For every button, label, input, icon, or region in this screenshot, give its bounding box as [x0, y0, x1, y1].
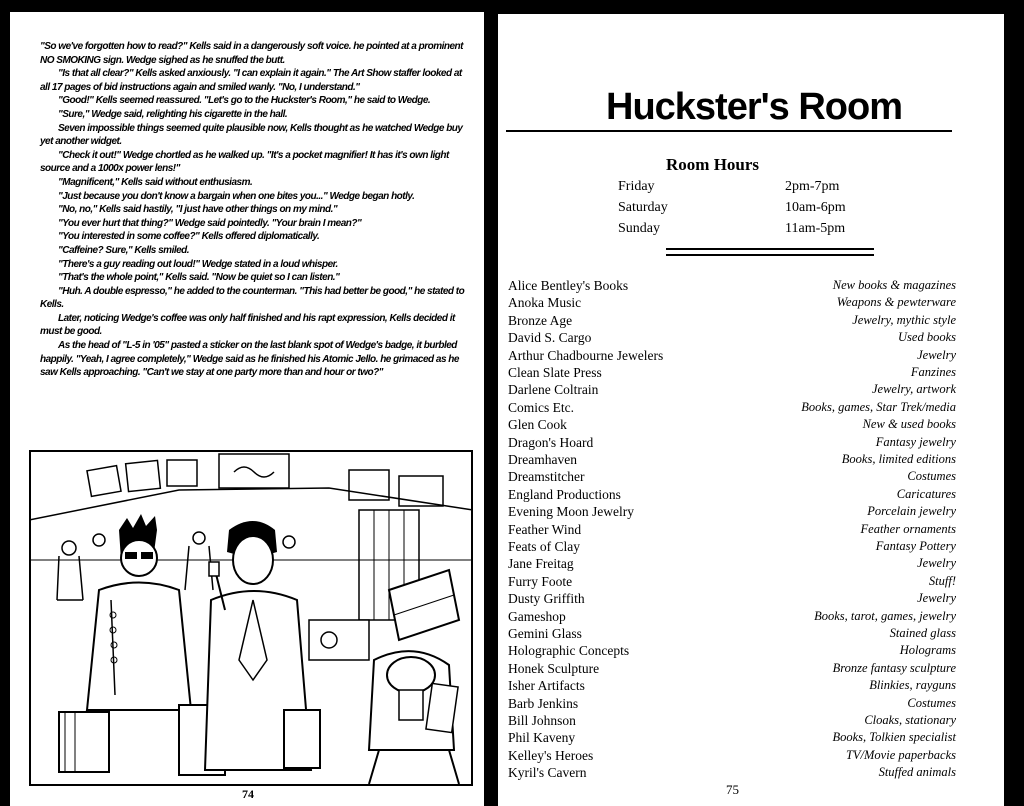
vendor-name: Dreamhaven [508, 452, 577, 467]
vendor-goods: Jewelry, mythic style [852, 312, 956, 327]
right-page [498, 14, 1004, 806]
hours-day: Friday [618, 179, 655, 194]
story-paragraph: "Magnificent," Kells said without enthusiasm. [58, 176, 253, 188]
vendor-goods: Used books [898, 330, 956, 345]
vendor-goods: Feather ornaments [860, 521, 956, 536]
vendor-goods: Jewelry [917, 591, 956, 606]
vendor-goods: Stained glass [889, 626, 956, 640]
page-number: 75 [726, 782, 739, 797]
hours-time: 10am-6pm [785, 200, 846, 215]
hours-day: Saturday [618, 200, 668, 215]
left-page [10, 12, 484, 806]
page-number: 74 [242, 787, 254, 801]
vendor-name: Dusty Griffith [508, 591, 585, 607]
story-paragraph: Later, noticing Wedge's coffee was only half finished and his rapt expression, Kells decided it must be good. [40, 312, 455, 338]
vendor-name: England Productions [508, 486, 621, 502]
vendor-name: Feather Wind [508, 521, 582, 537]
vendor-goods: Caricatures [896, 486, 956, 501]
vendor-name: Alice Bentley's Books [508, 278, 629, 293]
story-paragraph: "Good!" Kells seemed reassured. "Let's go to the Huckster's Room," he said to Wedge. [58, 95, 431, 107]
title-rule [506, 130, 952, 132]
vendor-goods: Cloaks, stationary [864, 713, 956, 727]
vendor-name: Phil Kaveny [508, 730, 576, 746]
vendor-goods: Costumes [907, 469, 956, 484]
vendor-goods: Fantasy jewelry [875, 434, 956, 449]
vendor-goods: TV/Movie paperbacks [845, 747, 956, 762]
vendor-goods: Stuffed animals [878, 765, 956, 780]
story-text [40, 40, 472, 380]
vendor-goods: Books, tarot, games, jewelry [814, 608, 956, 623]
vendor-name: David S. Cargo [508, 330, 592, 346]
vendor-goods: Weapons & pewterware [836, 295, 956, 310]
vendor-goods: Costumes [907, 695, 956, 710]
vendor-goods: Fantasy Pottery [875, 539, 956, 553]
hours-day: Sunday [618, 221, 660, 236]
vendor-name: Feats of Clay [508, 539, 580, 554]
vendor-name: Bronze Age [508, 312, 573, 328]
section-divider [666, 248, 874, 256]
hours-time: 2pm-7pm [785, 179, 840, 194]
story-paragraph: As the head of "L-5 in '05" pasted a sticker on the last blank spot of Wedge's badge, it burbled happily. "Yeah, I agree completely," Wedge said as he finished his Atomic Jello. he grimaced as he saw Kells approaching. "Can't we stay at one party more than and hour or two?" [40, 340, 459, 379]
vendor-goods: Blinkies, rayguns [869, 678, 956, 693]
hours-time: 11am-5pm [785, 221, 846, 236]
story-paragraph: "Is that all clear?" Kells asked anxiously. "I can explain it again." The Art Show staffer looked at all 17 pages of bid instructions again and smiled wanly. "No, I understand." [40, 68, 462, 93]
vendor-goods: New books & magazines [832, 278, 956, 292]
story-paragraph: "Caffeine? Sure," Kells smiled. [58, 244, 190, 256]
vendor-name: Furry Foote [508, 573, 573, 589]
vendor-name: Glen Cook [508, 417, 567, 433]
story-paragraph: "You ever hurt that thing?" Wedge said pointedly. "Your brain I mean?" [58, 217, 362, 229]
vendor-name: Jane Freitag [508, 556, 574, 572]
hours-heading: Room Hours [666, 155, 760, 174]
story-paragraph: "Check it out!" Wedge chortled as he walked up. "It's a pocket magnifier! It has it's own light source and a 1000x power lens!" [40, 149, 449, 175]
vendor-goods: New & used books [862, 417, 956, 432]
vendor-name: Isher Artifacts [508, 678, 585, 694]
vendor-goods: Fanzines [910, 365, 956, 379]
vendor-name: Gameshop [508, 608, 566, 624]
vendor-name: Bill Johnson [508, 713, 576, 728]
story-paragraph: "Just because you don't know a bargain when one bites you..." Wedge began hotly. [58, 190, 415, 202]
vendor-name: Dreamstitcher [508, 469, 585, 485]
story-paragraph: "There's a guy reading out loud!" Wedge stated in a loud whisper. [58, 258, 338, 270]
story-paragraph: "You interested in some coffee?" Kells offered diplomatically. [58, 231, 320, 243]
story-paragraph: "No, no," Kells said hastily, "I just have other things on my mind." [58, 204, 338, 216]
vendor-name: Anoka Music [508, 295, 582, 311]
story-paragraph: "Sure," Wedge said, relighting his cigarette in the hall. [58, 108, 288, 120]
vendor-goods: Books, limited editions [841, 452, 956, 466]
story-paragraph: "That's the whole point," Kells said. "Now be quiet so I can listen." [58, 272, 340, 284]
vendor-name: Kyril's Cavern [508, 765, 587, 781]
vendor-goods: Books, Tolkien specialist [832, 730, 956, 745]
convention-illustration [29, 450, 473, 786]
vendor-goods: Jewelry [917, 556, 956, 571]
story-paragraph: "Huh. A double espresso," he added to the counterman. "This had better be good," he stated to Kells. [40, 285, 465, 311]
story-paragraph: Seven impossible things seemed quite plausible now, Kells thought as he watched Wedge buy yet another widget. [40, 122, 463, 148]
vendor-name: Comics Etc. [508, 399, 574, 415]
story-paragraph: "So we've forgotten how to read?" Kells said in a dangerously soft voice. he pointed at a prominent NO SMOKING sign. Wedge sighed as he snuffed the butt. [40, 41, 463, 66]
vendor-goods: Jewelry [917, 347, 956, 362]
vendor-name: Clean Slate Press [508, 365, 602, 380]
vendor-name: Evening Moon Jewelry [508, 504, 634, 520]
vendor-goods: Books, games, Star Trek/media [801, 399, 956, 414]
vendor-goods: Holograms [899, 643, 956, 658]
vendor-name: Kelley's Heroes [508, 747, 594, 763]
vendor-name: Darlene Coltrain [508, 382, 599, 398]
vendor-goods: Jewelry, artwork [871, 382, 956, 397]
vendor-name: Gemini Glass [508, 626, 582, 641]
vendor-name: Arthur Chadbourne Jewelers [508, 347, 664, 363]
vendor-name: Barb Jenkins [508, 695, 579, 711]
vendor-goods: Stuff! [928, 573, 956, 588]
vendor-name: Holographic Concepts [508, 643, 630, 659]
vendor-goods: Porcelain jewelry [867, 504, 956, 519]
vendor-name: Dragon's Hoard [508, 434, 594, 450]
vendor-goods: Bronze fantasy sculpture [832, 660, 956, 675]
page-title: Huckster's Room [606, 86, 903, 128]
vendor-name: Honek Sculpture [508, 660, 600, 676]
